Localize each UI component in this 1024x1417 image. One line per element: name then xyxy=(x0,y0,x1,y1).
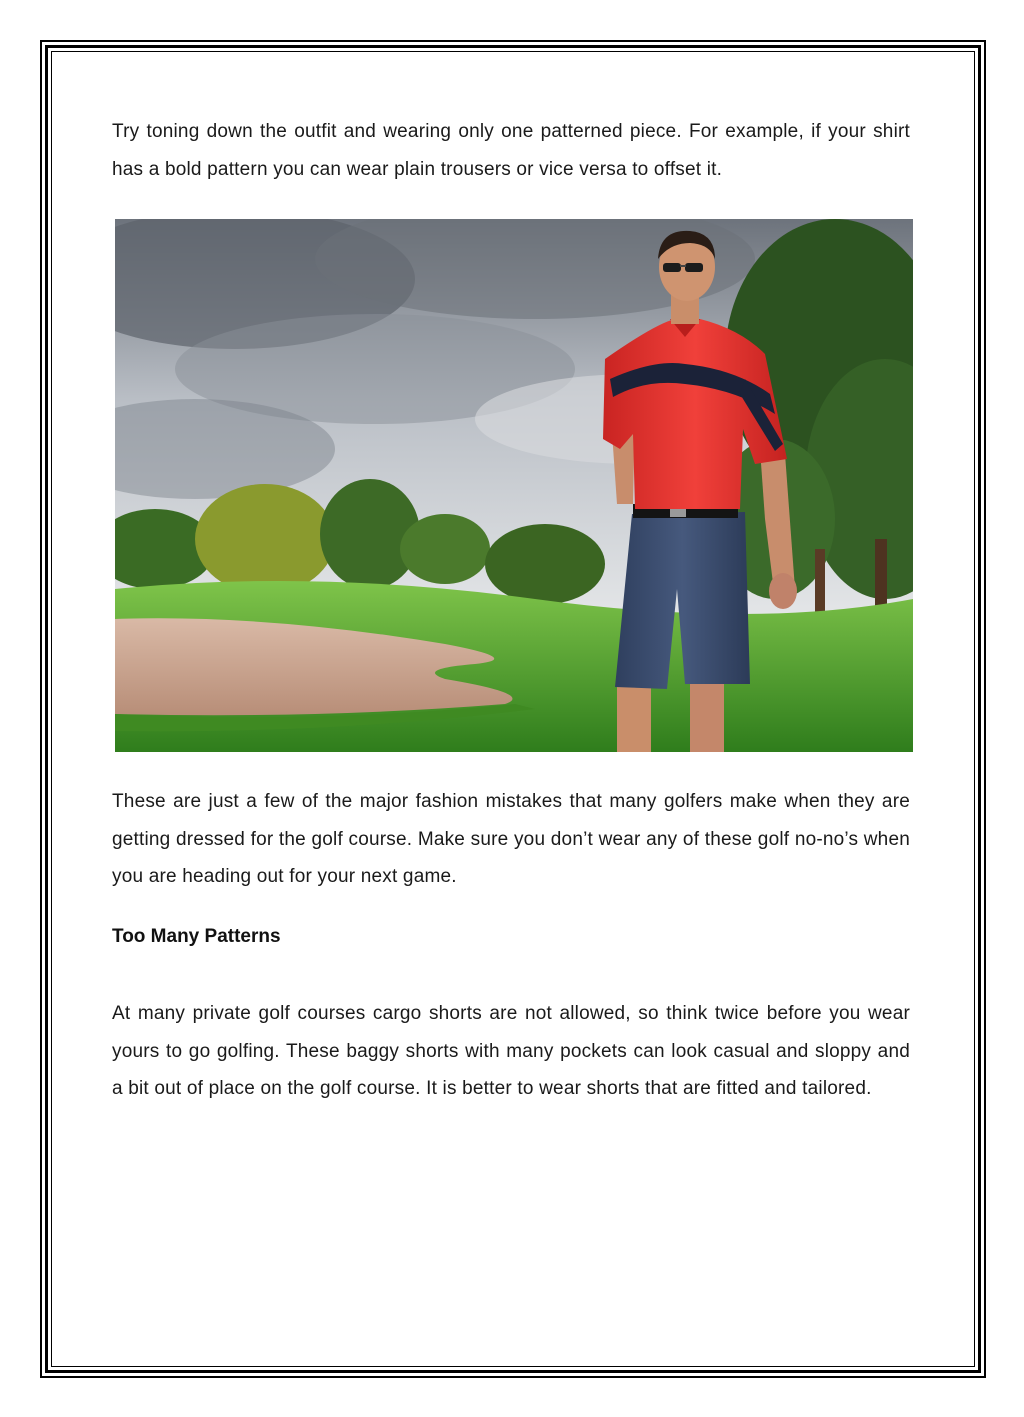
golfer-photo xyxy=(115,219,913,752)
section-heading: Too Many Patterns xyxy=(112,926,281,947)
cargo-shorts-paragraph: At many private golf courses cargo shorts are not allowed, so think twice before you wear yours to go golfing. These baggy shorts with many pockets can look casual and sloppy and a bit out of place on the golf course. It is better to wear shorts that are fitted and tailored. xyxy=(112,1003,910,1099)
intro-paragraph: Try toning down the outfit and wearing only one patterned piece. For example, if your shirt has a bold pattern you can wear plain trousers or vice versa to offset it. xyxy=(112,121,910,180)
summary-paragraph: These are just a few of the major fashion mistakes that many golfers make when they are getting dressed for the golf course. Make sure you don’t wear any of these golf no-no’s when you are heading out for your next game. xyxy=(112,791,910,887)
